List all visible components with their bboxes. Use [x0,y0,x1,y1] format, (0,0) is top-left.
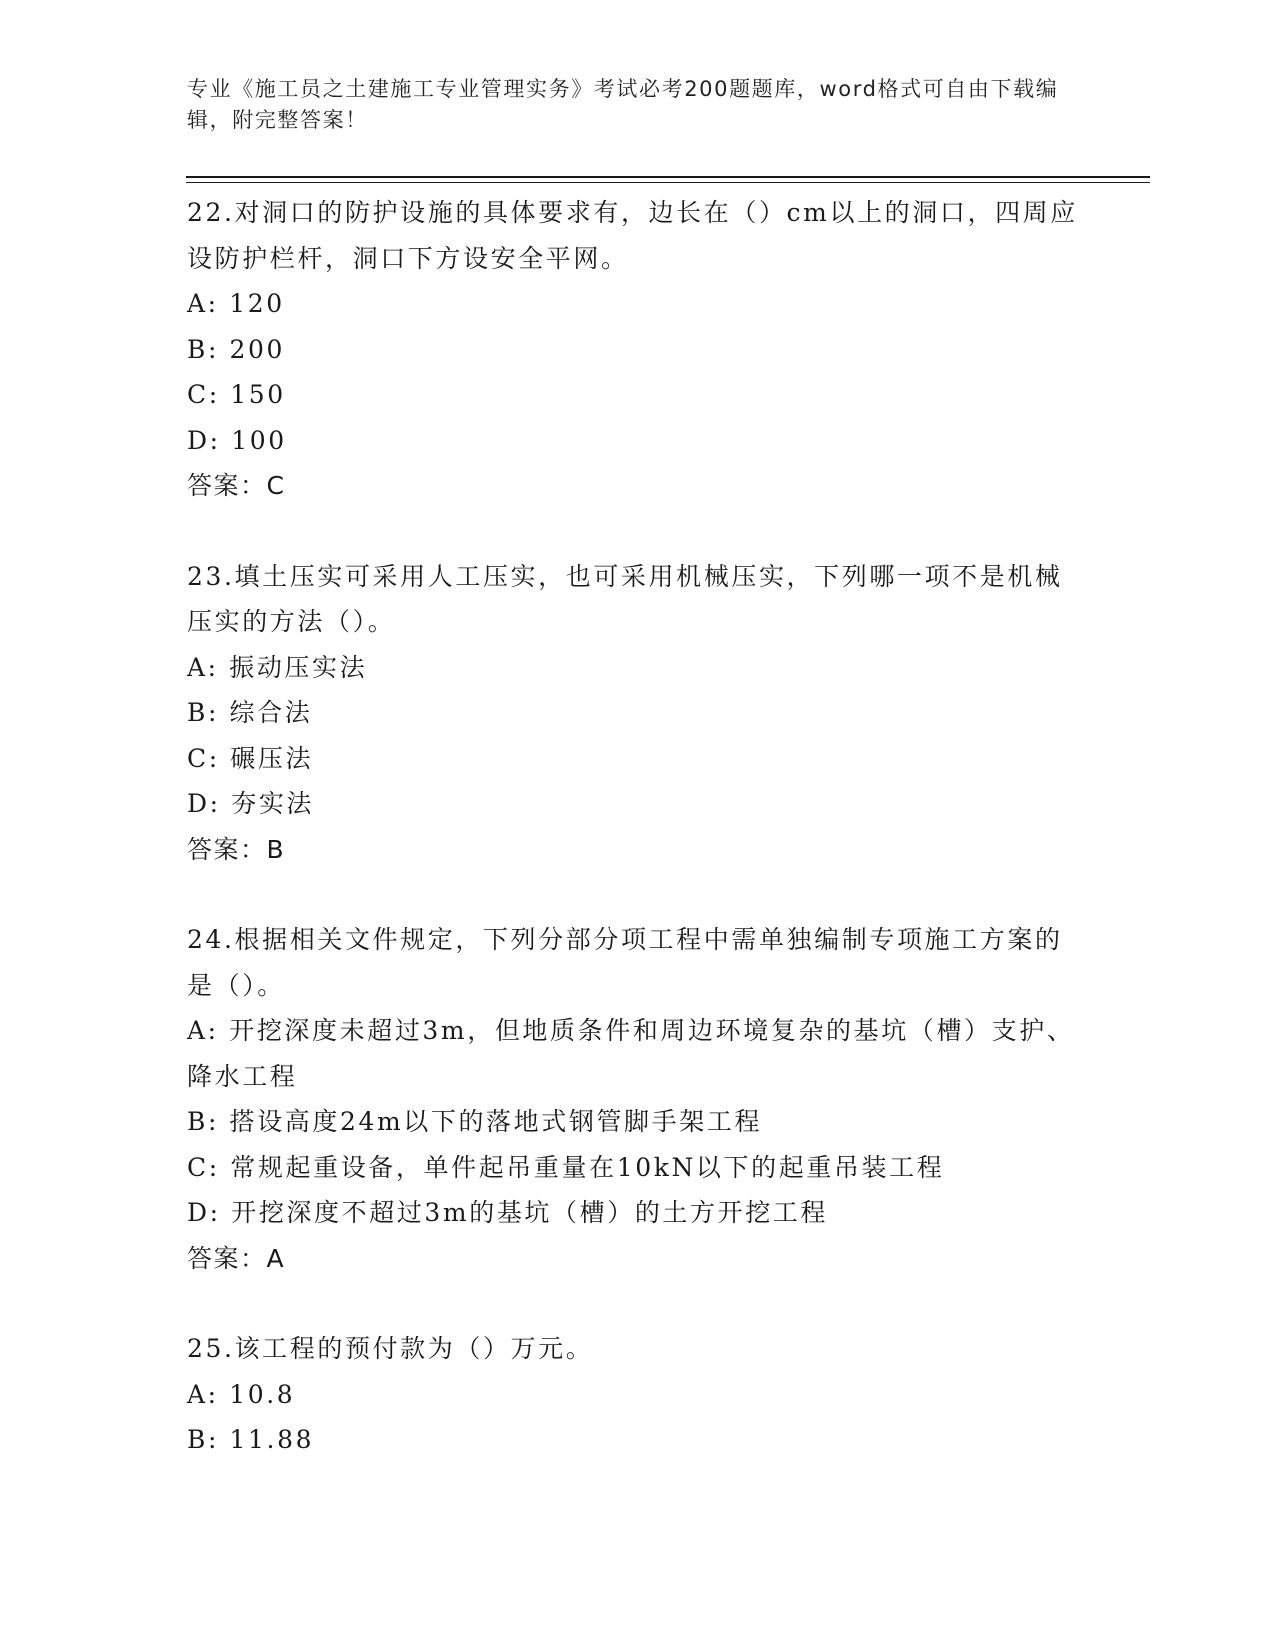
question-25 [187,1326,1087,1463]
option-b: B: 搭设高度24m以下的落地式钢管脚手架工程 [187,1107,763,1136]
option-b: B: 综合法 [187,698,313,727]
question-22 [187,190,1087,509]
question-23 [187,554,1087,873]
answer: 答案：C [187,471,286,500]
question-stem: 25.该工程的预付款为（）万元。 [187,1334,594,1363]
question-stem: 22.对洞口的防护设施的具体要求有，边长在（）cm以上的洞口，四周应设防护栏杆，洞口下方设安全平网。 [187,198,1078,273]
answer: 答案：B [187,834,286,864]
header-rule-thick [186,176,1150,178]
document-header: 专业《施工员之土建施工专业管理实务》考试必考200题题库，word格式可自由下载编辑，附完整答案！ [187,77,1059,132]
question-24 [187,917,1087,1281]
question-list [187,190,1087,1508]
question-stem: 23.填土压实可采用人工压实，也可采用机械压实，下列哪一项不是机械压实的方法（）。 [187,561,1063,636]
option-d: D: 夯实法 [187,789,315,818]
answer: 答案：A [187,1243,286,1273]
option-c: C: 150 [187,380,286,409]
option-d: D: 100 [187,425,287,455]
option-c: C: 常规起重设备，单件起吊重量在10kN以下的起重吊装工程 [187,1152,945,1182]
header-rule-thin [186,182,1150,183]
option-c: C: 碾压法 [187,743,314,773]
option-a: A: 振动压实法 [187,652,368,682]
option-b: B: 200 [187,334,286,364]
option-a: A: 120 [187,289,285,318]
option-b: B: 11.88 [187,1425,315,1454]
option-d: D: 开挖深度不超过3m的基坑（槽）的土方开挖工程 [187,1198,829,1227]
option-a: A: 开挖深度未超过3m，但地质条件和周边环境复杂的基坑（槽）支护、降水工程 [187,1016,1075,1091]
option-a: A: 10.8 [187,1379,296,1409]
question-stem: 24.根据相关文件规定，下列分部分项工程中需单独编制专项施工方案的是（）。 [187,925,1063,1000]
